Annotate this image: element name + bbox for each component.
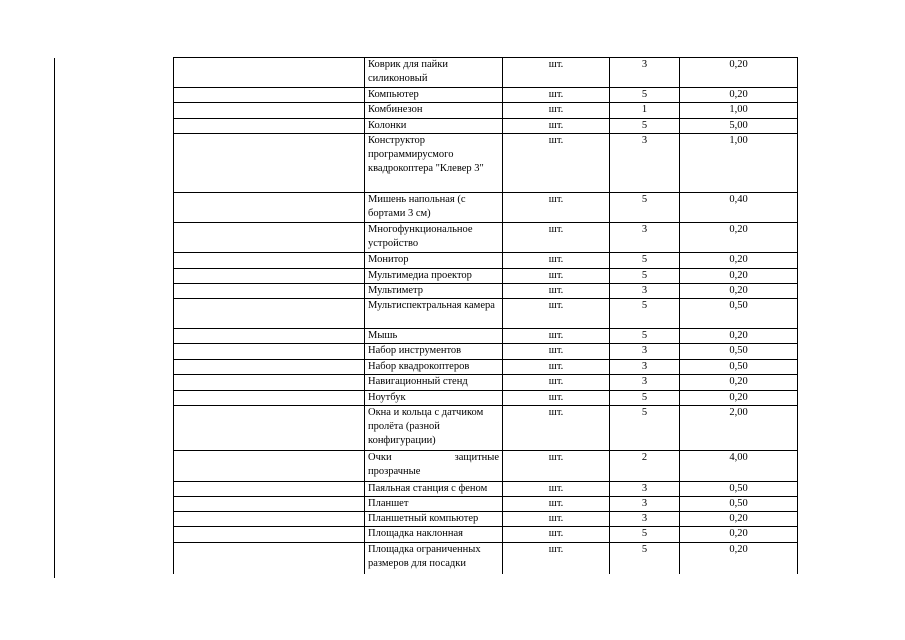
- unit-text: шт.: [548, 361, 564, 372]
- quantity-cell: [610, 391, 680, 406]
- unit-text: шт.: [548, 270, 564, 281]
- row-number-cell: [174, 543, 365, 574]
- item-name-cell: [365, 134, 503, 193]
- unit-cell: [503, 269, 610, 284]
- item-name-cell: [365, 391, 503, 406]
- norm-cell: [680, 253, 798, 269]
- row-number-cell: [174, 482, 365, 497]
- item-name-line: [368, 451, 499, 465]
- row-number-cell: [174, 119, 365, 134]
- row-number-cell: [174, 512, 365, 527]
- quantity-text: 3: [641, 345, 648, 356]
- quantity-text: 3: [641, 513, 648, 524]
- item-name-cell: [365, 119, 503, 134]
- norm-text: 0,20: [729, 224, 748, 235]
- norm-text: 0,20: [729, 330, 748, 341]
- item-name-text: Площадка ограниченных размеров для посадки: [368, 544, 481, 569]
- unit-cell: [503, 344, 610, 360]
- norm-cell: [680, 134, 798, 193]
- quantity-text: 5: [641, 89, 648, 100]
- norm-text: 0,40: [729, 194, 748, 205]
- quantity-cell: [610, 269, 680, 284]
- quantity-text: 5: [641, 120, 648, 131]
- unit-cell: [503, 329, 610, 344]
- norm-cell: [680, 512, 798, 527]
- quantity-cell: [610, 193, 680, 223]
- table-row: [174, 134, 798, 193]
- item-name-cell: [365, 88, 503, 103]
- unit-text: шт.: [548, 135, 564, 146]
- quantity-text: 3: [641, 224, 648, 235]
- item-name-cell: [365, 375, 503, 391]
- unit-cell: [503, 406, 610, 451]
- unit-text: шт.: [548, 194, 564, 205]
- item-name-text: Мультимедиа проектор: [368, 270, 472, 281]
- unit-cell: [503, 543, 610, 574]
- row-number-cell: [174, 344, 365, 360]
- item-name-cell: [365, 193, 503, 223]
- norm-text: 5,00: [729, 120, 748, 131]
- quantity-text: 5: [641, 300, 648, 311]
- item-name-cell: [365, 406, 503, 451]
- unit-text: шт.: [548, 104, 564, 115]
- table-row: [174, 88, 798, 103]
- unit-cell: [503, 284, 610, 299]
- item-name-cell: [365, 103, 503, 119]
- quantity-cell: [610, 497, 680, 512]
- row-number-cell: [174, 193, 365, 223]
- norm-cell: [680, 103, 798, 119]
- item-name-text: Набор инструментов: [368, 345, 462, 356]
- unit-text: шт.: [548, 345, 564, 356]
- row-number-cell: [174, 360, 365, 375]
- page-margin-line: [54, 58, 55, 578]
- quantity-text: 5: [641, 544, 648, 555]
- quantity-text: 5: [641, 330, 648, 341]
- unit-text: шт.: [548, 544, 564, 555]
- row-number-cell: [174, 284, 365, 299]
- table-row: [174, 344, 798, 360]
- norm-cell: [680, 193, 798, 223]
- quantity-cell: [610, 329, 680, 344]
- unit-text: шт.: [548, 59, 564, 70]
- unit-text: шт.: [548, 300, 564, 311]
- unit-cell: [503, 119, 610, 134]
- unit-text: шт.: [548, 254, 564, 265]
- item-name-word: Очки: [368, 452, 392, 463]
- norm-text: 0,20: [729, 376, 748, 387]
- item-name-text: Многофункциональное устройство: [368, 224, 473, 249]
- norm-cell: [680, 497, 798, 512]
- norm-text: 0,20: [729, 270, 748, 281]
- quantity-cell: [610, 375, 680, 391]
- norm-text: 0,50: [729, 498, 748, 509]
- item-name-cell: [365, 451, 503, 482]
- item-name-text: Планшетный компьютер: [368, 513, 479, 524]
- norm-cell: [680, 406, 798, 451]
- quantity-cell: [610, 119, 680, 134]
- unit-cell: [503, 360, 610, 375]
- item-name-cell: [365, 512, 503, 527]
- norm-text: 2,00: [729, 407, 748, 418]
- unit-cell: [503, 512, 610, 527]
- quantity-cell: [610, 360, 680, 375]
- quantity-cell: [610, 103, 680, 119]
- quantity-cell: [610, 451, 680, 482]
- quantity-text: 5: [641, 194, 648, 205]
- quantity-text: 3: [641, 285, 648, 296]
- item-name-text: Мышь: [368, 330, 398, 341]
- row-number-cell: [174, 406, 365, 451]
- norm-cell: [680, 88, 798, 103]
- quantity-cell: [610, 527, 680, 543]
- unit-text: шт.: [548, 376, 564, 387]
- unit-cell: [503, 482, 610, 497]
- quantity-cell: [610, 253, 680, 269]
- unit-cell: [503, 375, 610, 391]
- equipment-table-body: [174, 58, 798, 574]
- norm-cell: [680, 58, 798, 88]
- norm-text: 0,50: [729, 300, 748, 311]
- row-number-cell: [174, 391, 365, 406]
- quantity-text: 3: [641, 361, 648, 372]
- table-row: [174, 58, 798, 88]
- row-number-cell: [174, 527, 365, 543]
- row-number-cell: [174, 299, 365, 329]
- unit-text: шт.: [548, 407, 564, 418]
- item-name-text: Монитор: [368, 254, 409, 265]
- item-name-text: Колонки: [368, 120, 407, 131]
- table-row: [174, 391, 798, 406]
- quantity-text: 3: [641, 483, 648, 494]
- norm-cell: [680, 119, 798, 134]
- norm-cell: [680, 543, 798, 574]
- item-name-cell: [365, 527, 503, 543]
- quantity-text: 5: [641, 528, 648, 539]
- quantity-text: 1: [641, 104, 648, 115]
- norm-cell: [680, 299, 798, 329]
- row-number-cell: [174, 375, 365, 391]
- table-row: [174, 103, 798, 119]
- unit-cell: [503, 103, 610, 119]
- norm-text: 1,00: [729, 104, 748, 115]
- unit-cell: [503, 223, 610, 253]
- item-name-text: Планшет: [368, 498, 409, 509]
- quantity-cell: [610, 284, 680, 299]
- unit-text: шт.: [548, 89, 564, 100]
- row-number-cell: [174, 103, 365, 119]
- unit-text: шт.: [548, 392, 564, 403]
- norm-text: 1,00: [729, 135, 748, 146]
- item-name-cell: [365, 482, 503, 497]
- norm-cell: [680, 482, 798, 497]
- norm-text: 0,50: [729, 483, 748, 494]
- quantity-text: 3: [641, 498, 648, 509]
- quantity-cell: [610, 543, 680, 574]
- table-row: [174, 253, 798, 269]
- norm-cell: [680, 360, 798, 375]
- equipment-table: [173, 57, 798, 574]
- table-row: [174, 543, 798, 574]
- item-name-text: Мультиметр: [368, 285, 423, 296]
- table-row: [174, 451, 798, 482]
- quantity-text: 5: [641, 407, 648, 418]
- quantity-cell: [610, 134, 680, 193]
- norm-text: 0,20: [729, 59, 748, 70]
- table-row: [174, 329, 798, 344]
- table-row: [174, 375, 798, 391]
- item-name-text: Мишень напольная (с бортами 3 см): [368, 194, 466, 219]
- item-name-cell: [365, 58, 503, 88]
- unit-text: шт.: [548, 285, 564, 296]
- norm-cell: [680, 527, 798, 543]
- unit-text: шт.: [548, 513, 564, 524]
- item-name-cell: [365, 284, 503, 299]
- quantity-cell: [610, 344, 680, 360]
- table-row: [174, 299, 798, 329]
- quantity-cell: [610, 58, 680, 88]
- unit-cell: [503, 88, 610, 103]
- unit-text: шт.: [548, 224, 564, 235]
- unit-text: шт.: [548, 528, 564, 539]
- quantity-text: 5: [641, 392, 648, 403]
- item-name-cell: [365, 543, 503, 574]
- item-name-text: Комбинезон: [368, 104, 423, 115]
- unit-cell: [503, 58, 610, 88]
- quantity-cell: [610, 406, 680, 451]
- item-name-text: Компьютер: [368, 89, 419, 100]
- norm-text: 0,20: [729, 254, 748, 265]
- quantity-cell: [610, 482, 680, 497]
- quantity-text: 2: [641, 452, 648, 463]
- table-row: [174, 223, 798, 253]
- row-number-cell: [174, 497, 365, 512]
- norm-cell: [680, 375, 798, 391]
- item-name-text: Навигационный стенд: [368, 376, 468, 387]
- unit-text: шт.: [548, 483, 564, 494]
- unit-cell: [503, 134, 610, 193]
- unit-cell: [503, 391, 610, 406]
- unit-text: шт.: [548, 452, 564, 463]
- row-number-cell: [174, 253, 365, 269]
- unit-text: шт.: [548, 498, 564, 509]
- item-name-cell: [365, 497, 503, 512]
- table-row: [174, 269, 798, 284]
- table-row: [174, 119, 798, 134]
- item-name-text: Ноутбук: [368, 392, 406, 403]
- item-name-text: Мультиспектральная камера: [368, 300, 495, 311]
- table-row: [174, 360, 798, 375]
- table-row: [174, 482, 798, 497]
- item-name-text: Паяльная станция с феном: [368, 483, 488, 494]
- unit-cell: [503, 527, 610, 543]
- row-number-cell: [174, 88, 365, 103]
- unit-cell: [503, 253, 610, 269]
- quantity-cell: [610, 223, 680, 253]
- norm-cell: [680, 284, 798, 299]
- item-name-cell: [365, 223, 503, 253]
- quantity-text: 3: [641, 376, 648, 387]
- row-number-cell: [174, 58, 365, 88]
- norm-text: 0,20: [729, 285, 748, 296]
- norm-text: 0,20: [729, 392, 748, 403]
- item-name-cell: [365, 299, 503, 329]
- quantity-cell: [610, 88, 680, 103]
- quantity-text: 5: [641, 270, 648, 281]
- item-name-cell: [365, 253, 503, 269]
- table-row: [174, 284, 798, 299]
- unit-cell: [503, 451, 610, 482]
- item-name-cell: [365, 329, 503, 344]
- norm-cell: [680, 344, 798, 360]
- item-name-text: Окна и кольца с датчиком пролёта (разной конфигурации): [368, 407, 484, 446]
- table-row: [174, 527, 798, 543]
- row-number-cell: [174, 451, 365, 482]
- item-name-text: Набор квадрокоптеров: [368, 361, 470, 372]
- quantity-cell: [610, 299, 680, 329]
- norm-cell: [680, 223, 798, 253]
- item-name-text: Коврик для пайки силиконовый: [368, 59, 448, 84]
- norm-cell: [680, 269, 798, 284]
- norm-text: 0,20: [729, 544, 748, 555]
- norm-text: 0,20: [729, 89, 748, 100]
- table-row: [174, 406, 798, 451]
- quantity-text: 3: [641, 59, 648, 70]
- unit-cell: [503, 497, 610, 512]
- unit-text: шт.: [548, 120, 564, 131]
- quantity-text: 5: [641, 254, 648, 265]
- unit-cell: [503, 299, 610, 329]
- item-name-cell: [365, 269, 503, 284]
- item-name-cell: [365, 344, 503, 360]
- norm-cell: [680, 451, 798, 482]
- table-row: [174, 193, 798, 223]
- norm-text: 4,00: [729, 452, 748, 463]
- unit-text: шт.: [548, 330, 564, 341]
- row-number-cell: [174, 134, 365, 193]
- norm-cell: [680, 329, 798, 344]
- unit-cell: [503, 193, 610, 223]
- item-name-word: защитные: [454, 452, 499, 463]
- norm-text: 0,20: [729, 513, 748, 524]
- norm-cell: [680, 391, 798, 406]
- row-number-cell: [174, 223, 365, 253]
- row-number-cell: [174, 269, 365, 284]
- item-name-text: Конструктор программирусмого квадрокоптера "Клевер 3": [368, 135, 484, 174]
- item-name-word: прозрачные: [368, 466, 421, 477]
- quantity-text: 3: [641, 135, 648, 146]
- item-name-cell: [365, 360, 503, 375]
- norm-text: 0,20: [729, 528, 748, 539]
- norm-text: 0,50: [729, 345, 748, 356]
- quantity-cell: [610, 512, 680, 527]
- table-row: [174, 497, 798, 512]
- norm-text: 0,50: [729, 361, 748, 372]
- row-number-cell: [174, 329, 365, 344]
- table-row: [174, 512, 798, 527]
- item-name-text: Площадка наклонная: [368, 528, 463, 539]
